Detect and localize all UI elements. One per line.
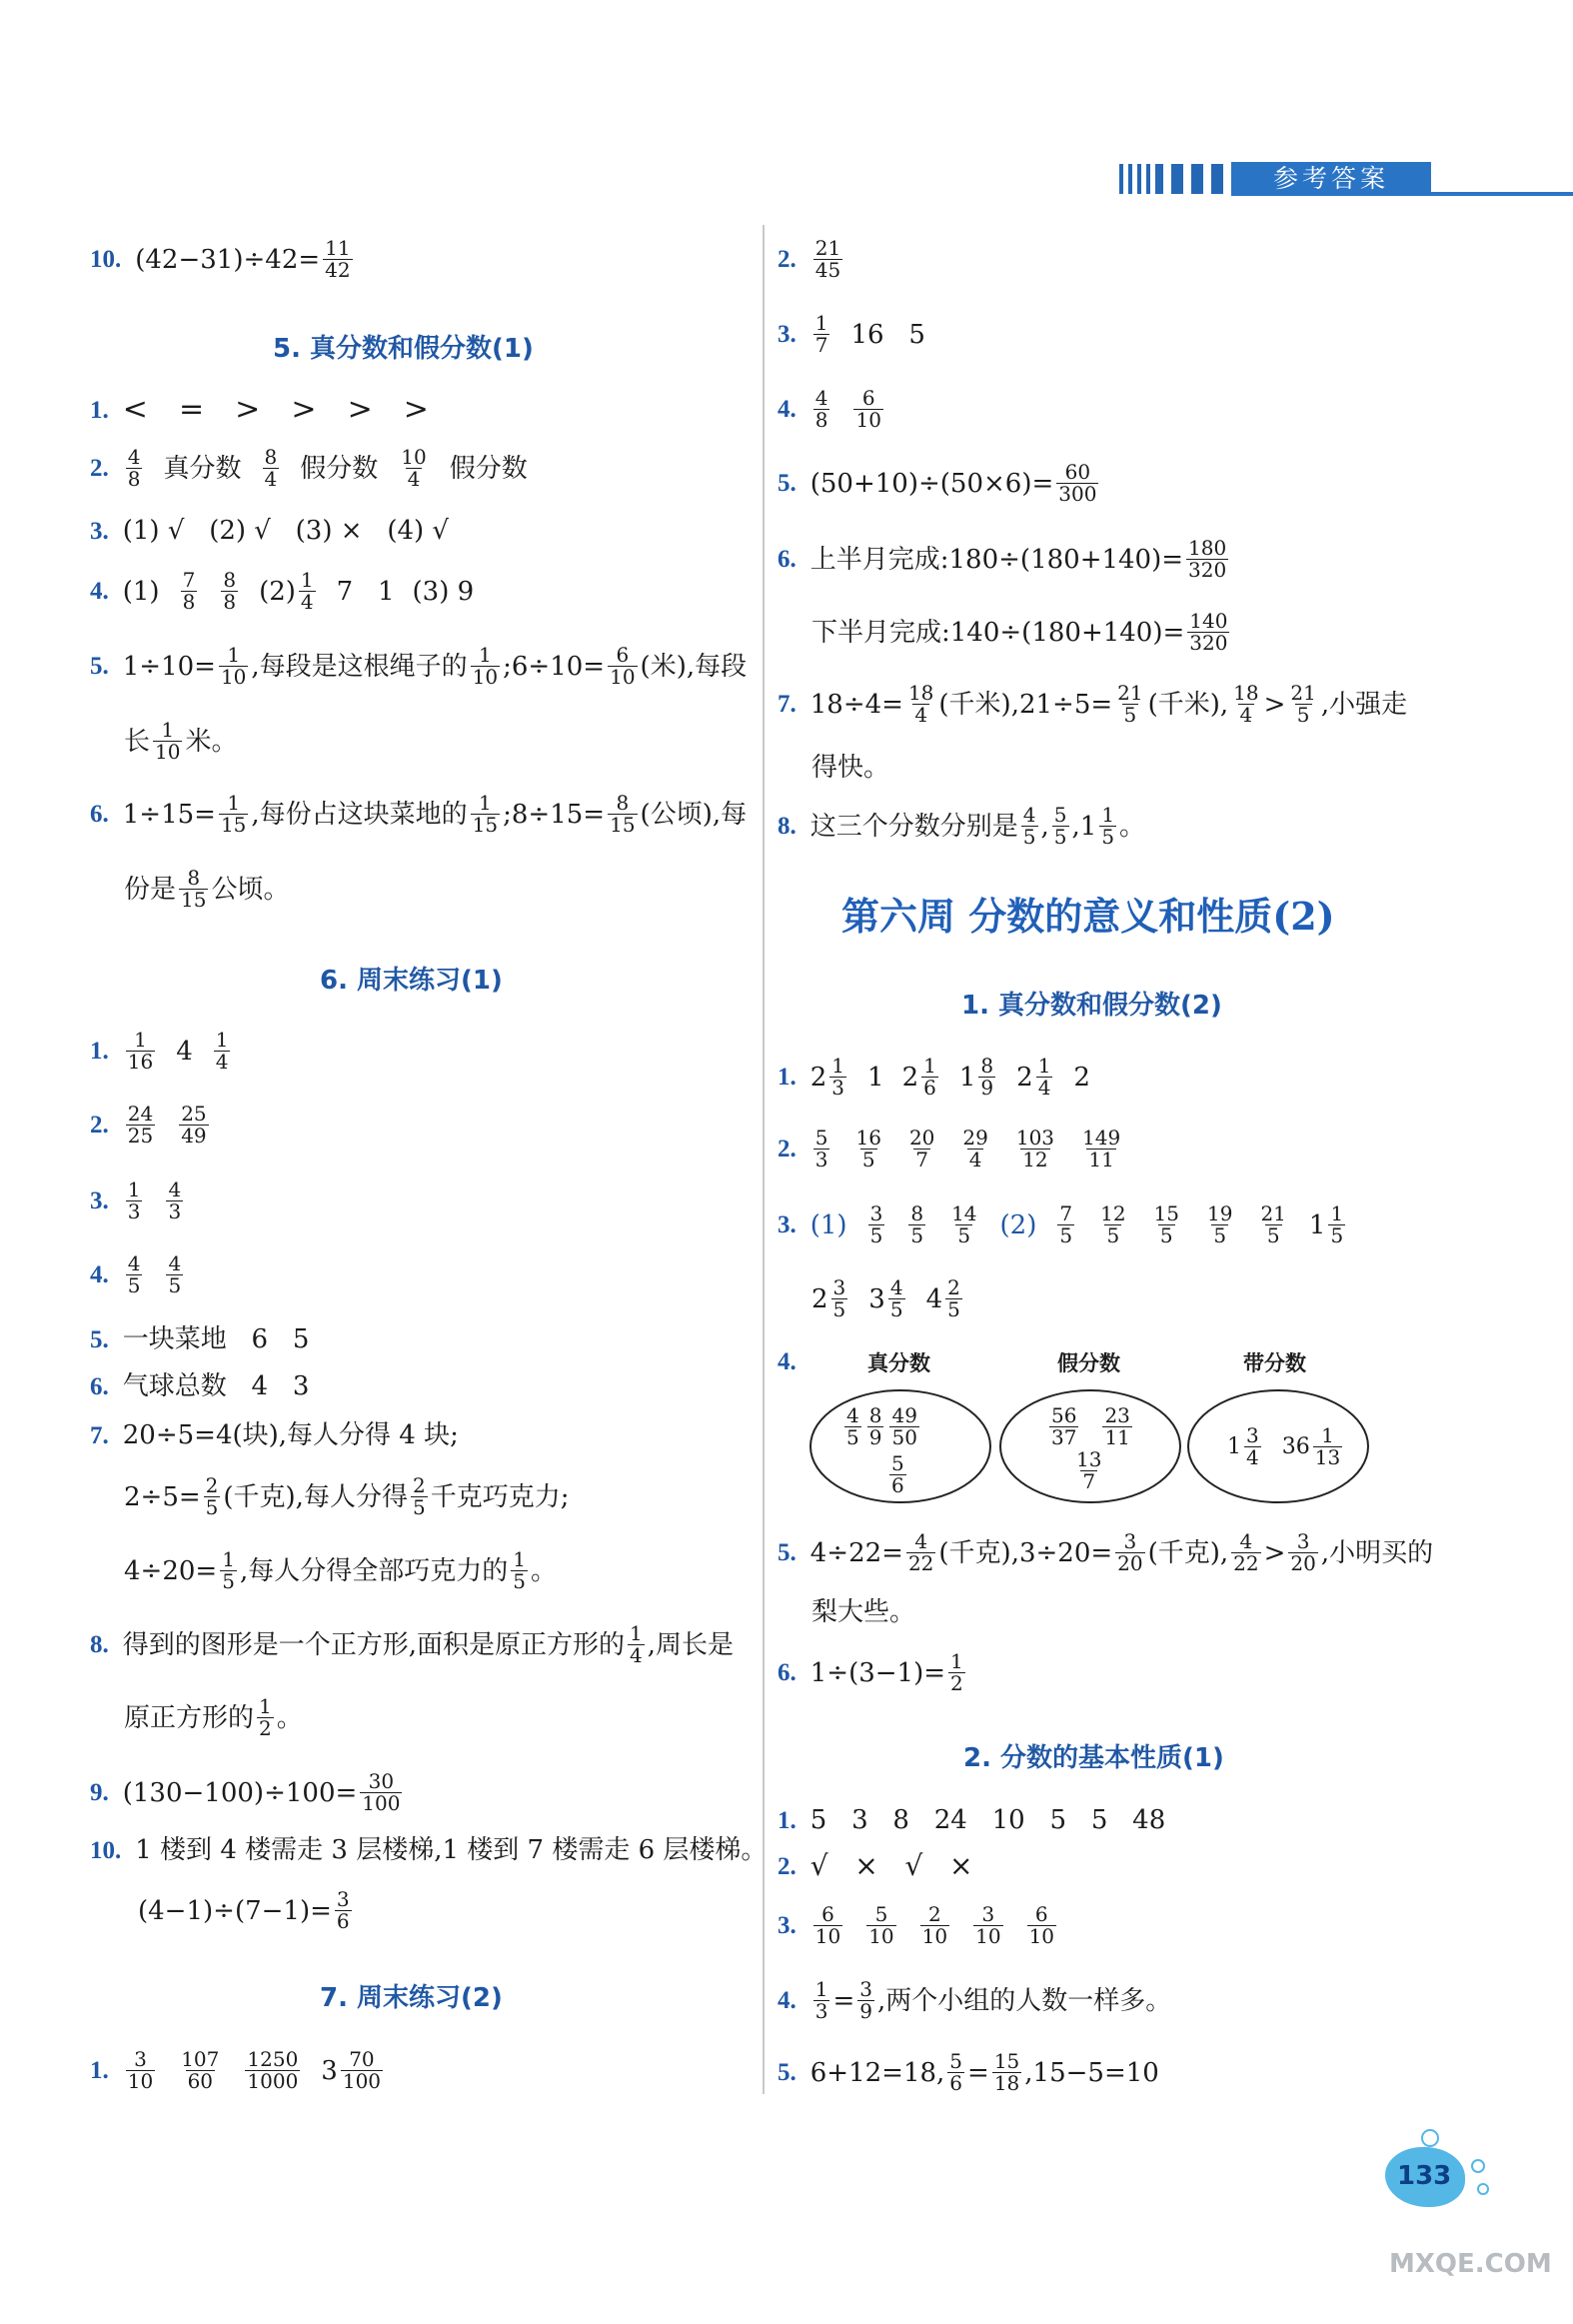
answer-text: 。 <box>276 1702 303 1733</box>
item-number: 3. <box>778 1912 796 1939</box>
fraction: $\frac{1}{2}$ <box>259 1694 272 1740</box>
fraction: $\frac{1}{10}$ <box>220 643 247 689</box>
item-number: 5. <box>90 1325 109 1353</box>
fraction: $\frac{21}{5}$ <box>1260 1201 1286 1247</box>
fraction: $\frac{10}{4}$ <box>401 445 427 491</box>
header-stripe <box>1211 164 1223 194</box>
fraction: $\frac{1}{5}$ <box>222 1547 235 1593</box>
fraction: $\frac{1}{10}$ <box>472 643 499 689</box>
fraction: $\frac{1}{7}$ <box>814 311 828 357</box>
answer-text: (42−31)÷42= <box>135 244 321 275</box>
answer-1 <box>90 1030 233 1073</box>
fraction: $\frac{4}{5}$ <box>1022 803 1036 849</box>
fraction: $\frac{1}{4}$ <box>300 568 314 614</box>
item-number: 1. <box>778 1806 796 1834</box>
ellipse-label: 带分数 <box>1243 1351 1306 1375</box>
answer-text: 1 <box>867 1062 884 1093</box>
answer-text: 气球总数 4 3 <box>122 1371 310 1401</box>
page-number-badge <box>1385 2139 1485 2209</box>
answer-5-line2 <box>124 720 237 763</box>
answer-5 <box>90 1326 309 1352</box>
answer-3 <box>778 313 925 356</box>
answer-7-line3 <box>124 1549 557 1592</box>
answer-text: (1) <box>809 1209 847 1240</box>
answer-5 <box>778 1531 1433 1574</box>
answer-text: 1÷(3−1)= <box>809 1657 946 1688</box>
answer-text: 3 <box>868 1283 885 1314</box>
answer-text: 长 <box>124 726 151 757</box>
answer-text: 2÷5= <box>124 1481 201 1512</box>
answer-3-line2 <box>811 1277 965 1320</box>
answer-5 <box>778 462 1101 505</box>
item-number: 3. <box>778 321 796 348</box>
bubble <box>1477 2183 1489 2195</box>
header-bar <box>1119 162 1573 200</box>
fraction: $\frac{8}{5}$ <box>910 1201 924 1247</box>
answer-text: (2) <box>259 576 296 607</box>
item-number: 3. <box>778 1211 796 1238</box>
fraction: $\frac{20}{7}$ <box>908 1126 935 1171</box>
answer-4 <box>90 1253 186 1296</box>
answer-text: (千克),每人分得 <box>223 1481 408 1512</box>
fraction: $\frac{14}{5}$ <box>951 1201 977 1247</box>
answer-text: 1÷10= <box>122 651 216 682</box>
fraction: $\frac{16}{5}$ <box>855 1126 881 1171</box>
fraction: $\frac{2}{5}$ <box>412 1473 426 1519</box>
fraction: $\frac{1}{4}$ <box>1037 1054 1051 1100</box>
fraction: $\frac{5}{3}$ <box>814 1126 828 1171</box>
answer-text: 得到的图形是一个正方形,面积是原正方形的 <box>122 1629 626 1660</box>
fraction: $\frac{149}{11}$ <box>1082 1126 1121 1171</box>
answer-6 <box>90 793 747 836</box>
fraction: $\frac{29}{4}$ <box>962 1126 988 1171</box>
answer-text: 。 <box>1119 811 1146 842</box>
answer-text: 。 <box>530 1555 557 1586</box>
header-stripe <box>1128 164 1132 194</box>
fraction: $\frac{4}{5}$ <box>889 1275 903 1321</box>
fraction: $\frac{60}{300}$ <box>1058 460 1097 506</box>
answer-8 <box>90 1623 734 1666</box>
fraction: $\frac{3}{5}$ <box>832 1275 846 1321</box>
header-stripe <box>1155 164 1163 194</box>
answer-7-line2 <box>811 755 889 781</box>
answer-text: 4÷20= <box>124 1555 218 1586</box>
item-number: 3. <box>90 1187 109 1214</box>
answer-text: 1÷15= <box>122 799 216 830</box>
ellipse-label: 假分数 <box>1057 1351 1120 1375</box>
answer-3 <box>90 518 449 544</box>
answer-text: (公顷),每 <box>640 799 748 830</box>
answer-3 <box>778 1203 1348 1246</box>
fraction: $\frac{8}{15}$ <box>181 866 207 912</box>
answer-text: 梨大些。 <box>811 1597 916 1627</box>
item-number: 9. <box>90 1779 109 1806</box>
answer-9 <box>90 1771 405 1814</box>
section-title: 6. 周末练习(1) <box>320 966 503 996</box>
fraction: $\frac{8}{9}$ <box>980 1054 994 1100</box>
page-number: 133 <box>1397 2161 1452 2191</box>
fraction: $\frac{5}{6}$ <box>891 1451 904 1497</box>
answer-6-line2 <box>124 868 289 911</box>
fraction: $\frac{2}{5}$ <box>947 1275 960 1321</box>
answer-text: 6+12=18, <box>809 2057 945 2088</box>
answer-5 <box>778 2051 1159 2094</box>
answer-6 <box>778 538 1231 581</box>
answer-text: (千米),21÷5= <box>938 689 1113 720</box>
item-number: 4. <box>90 1261 109 1288</box>
fraction: $\frac{5}{6}$ <box>949 2049 963 2095</box>
answer-text: 1 <box>958 1062 976 1093</box>
fraction: $\frac{6}{10}$ <box>814 1902 841 1948</box>
header-rule <box>1431 192 1573 196</box>
answer-1 <box>90 392 433 427</box>
answer-7-line2 <box>124 1475 569 1518</box>
item-number: 10. <box>90 246 122 273</box>
item-number: 4. <box>778 1987 796 2014</box>
answer-text: ,每段是这根绳子的 <box>251 651 468 682</box>
answer-text: (米),每段 <box>640 651 748 682</box>
answer-text: (4−1)÷(7−1)= <box>138 1895 332 1926</box>
fraction: $\frac{1}{10}$ <box>155 718 181 764</box>
fraction: $\frac{1}{15}$ <box>220 791 247 837</box>
answer-4 <box>90 570 474 613</box>
fraction: $\frac{6}{10}$ <box>855 386 881 432</box>
answer-text: ,小明买的 <box>1320 1537 1434 1568</box>
fraction: $\frac{3}{5}$ <box>869 1201 883 1247</box>
mixed-number-ellipse <box>1187 1389 1369 1503</box>
answer-text: = <box>967 2057 989 2088</box>
answer-text: 假分数 <box>449 453 528 484</box>
fraction: $\frac{4}{8}$ <box>814 386 828 432</box>
item-number: 5. <box>778 2059 796 2086</box>
bubble <box>1421 2129 1439 2147</box>
answer-text: 千克巧克力; <box>430 1481 570 1512</box>
answer-text: 1 <box>1308 1209 1326 1240</box>
item-number: 2. <box>778 1852 796 1880</box>
answer-text: 2 <box>811 1283 828 1314</box>
section-title: 7. 周末练习(2) <box>320 1983 503 2013</box>
answer-4 <box>778 388 886 431</box>
fraction: $\frac{5}{10}$ <box>868 1902 894 1948</box>
answer-text: ,每人分得全部巧克力的 <box>239 1555 509 1586</box>
answer-1 <box>90 2049 386 2092</box>
answer-4 <box>778 1979 1171 2022</box>
answer-2 <box>90 447 528 490</box>
answer-8 <box>778 805 1145 848</box>
fraction: $\frac{1}{4}$ <box>215 1028 229 1074</box>
answer-3 <box>90 1179 186 1222</box>
answer-10 <box>90 1837 767 1863</box>
answer-text: 公顷。 <box>211 874 290 905</box>
fraction: $\frac{1}{3}$ <box>831 1054 845 1100</box>
answer-text: 16 5 <box>850 319 925 350</box>
watermark: MXQE.COM <box>1389 2249 1552 2279</box>
answer-text: 4 <box>925 1283 943 1314</box>
answer-text: 3 <box>321 2055 338 2086</box>
answer-8-line2 <box>124 1696 303 1739</box>
answer-3 <box>778 1904 1059 1947</box>
fraction: $\frac{1}{15}$ <box>472 791 499 837</box>
answer-text: (50+10)÷(50×6)= <box>809 468 1054 499</box>
answer-2 <box>778 1849 973 1882</box>
answer-text: 真分数 <box>163 453 242 484</box>
fraction: $\frac{8}{15}$ <box>610 791 636 837</box>
item-number: 1. <box>90 2057 109 2084</box>
answer-text: (千克),3÷20= <box>938 1537 1113 1568</box>
answer-text: 份是 <box>124 874 177 905</box>
answer-text: ,1 <box>1071 811 1097 842</box>
item-number: 2. <box>778 246 796 273</box>
item-number: 2. <box>90 455 109 482</box>
answer-text: 18÷4= <box>809 689 903 720</box>
answer-text: (千米), <box>1147 689 1229 720</box>
answer-2 <box>90 1104 212 1147</box>
fraction: $\frac{15}{5}$ <box>1153 1201 1179 1247</box>
answer-text: ,两个小组的人数一样多。 <box>877 1985 1172 2016</box>
fraction: $\frac{3}{6}$ <box>336 1887 350 1933</box>
answer-text: 36 <box>1281 1434 1310 1459</box>
answer-text: 2 <box>809 1062 827 1093</box>
answer-text: 2 <box>1073 1062 1090 1093</box>
fraction: $\frac{6}{10}$ <box>1028 1902 1055 1948</box>
answer-7 <box>90 1422 459 1448</box>
item-number: 8. <box>90 1631 109 1658</box>
answer-text: 这三个分数分别是 <box>809 811 1018 842</box>
header-stripe <box>1119 164 1123 194</box>
answer-text: 2 <box>1016 1062 1033 1093</box>
answer-5 <box>90 645 747 688</box>
answer-text: = <box>832 1985 855 2016</box>
fraction: $\frac{3}{9}$ <box>859 1977 873 2023</box>
answer-text: > <box>1263 1537 1286 1568</box>
answer-text: 上半月完成:180÷(180+140)= <box>809 544 1184 575</box>
answer-text: 4÷22= <box>809 1537 903 1568</box>
fraction: $\frac{30}{100}$ <box>362 1769 401 1815</box>
item-number: 4. <box>778 1348 796 1375</box>
header-stripe <box>1137 164 1141 194</box>
fraction: $\frac{3}{10}$ <box>127 2047 154 2093</box>
column-divider <box>763 225 765 2094</box>
fraction: $\frac{1}{3}$ <box>127 1177 141 1223</box>
fraction: $\frac{4}{5}$ <box>127 1251 141 1297</box>
fraction: $\frac{3}{10}$ <box>975 1902 1001 1948</box>
item-number: 10. <box>90 1836 122 1864</box>
fraction: $\frac{4}{5}$ <box>168 1251 182 1297</box>
fraction: $\frac{1}{2}$ <box>950 1649 963 1695</box>
fraction: $\frac{4}{22}$ <box>1233 1529 1259 1575</box>
item-number: 1. <box>90 396 109 424</box>
answer-text: (1) √ (2) √ (3) × (4) √ <box>122 516 449 546</box>
answer-text: ,周长是 <box>647 1629 735 1660</box>
fraction: $\frac{1}{5}$ <box>1101 803 1115 849</box>
item-number: 7. <box>778 691 796 718</box>
fraction: $\frac{3}{20}$ <box>1117 1529 1143 1575</box>
header-stripe <box>1146 164 1150 194</box>
chapter-title: 第六周 分数的意义和性质(2) <box>841 894 1335 939</box>
fraction: $\frac{4}{5}$ <box>846 1403 859 1449</box>
answer-6-line2 <box>811 611 1232 654</box>
fraction: $\frac{25}{49}$ <box>181 1102 207 1148</box>
item-number: 6. <box>778 1659 796 1686</box>
item-number: 1. <box>90 1038 109 1065</box>
answer-text: 1 <box>1227 1434 1241 1459</box>
fraction: $\frac{11}{42}$ <box>325 236 351 282</box>
fraction: $\frac{1250}{1000}$ <box>247 2047 299 2093</box>
fraction: $\frac{1}{6}$ <box>923 1054 936 1100</box>
fraction: $\frac{1}{3}$ <box>814 1977 828 2023</box>
fraction: $\frac{7}{5}$ <box>1059 1201 1073 1247</box>
item-number: 5. <box>778 470 796 497</box>
answer-text: (1) <box>122 576 160 607</box>
fraction: $\frac{1}{5}$ <box>513 1547 526 1593</box>
fraction: $\frac{18}{4}$ <box>907 681 934 727</box>
fraction: $\frac{24}{25}$ <box>127 1102 154 1148</box>
item-number: 6. <box>90 1372 109 1400</box>
section-title: 5. 真分数和假分数(1) <box>273 334 534 364</box>
item-number: 6. <box>778 546 796 573</box>
answer-text: 假分数 <box>300 453 379 484</box>
fraction: $\frac{56}{37}$ <box>1051 1403 1077 1449</box>
fraction: $\frac{15}{18}$ <box>993 2049 1020 2095</box>
answer-4 <box>778 1349 810 1374</box>
fraction: $\frac{8}{4}$ <box>264 445 278 491</box>
answer-text: 1 楼到 4 楼需走 3 层楼梯,1 楼到 7 楼需走 6 层楼梯。 <box>135 1835 768 1865</box>
answer-text: 2 <box>901 1062 919 1093</box>
answer-text: 20÷5=4(块),每人分得 4 块; <box>122 1420 459 1450</box>
fraction: $\frac{180}{320}$ <box>1188 536 1227 582</box>
fraction: $\frac{70}{100}$ <box>342 2047 382 2093</box>
header-stripe <box>1171 164 1183 194</box>
fraction: $\frac{21}{5}$ <box>1117 681 1143 727</box>
item-number: 5. <box>778 1539 796 1566</box>
fraction: $\frac{49}{50}$ <box>891 1403 917 1449</box>
answer-text: < = > > > > <box>122 392 433 427</box>
fraction: $\frac{103}{12}$ <box>1015 1126 1055 1171</box>
answer-text: 下半月完成:140÷(180+140)= <box>811 617 1185 648</box>
answer-text: 7 1 <box>336 576 395 607</box>
item-number: 4. <box>90 578 109 605</box>
answer-text: 一块菜地 6 5 <box>122 1324 310 1354</box>
answer-text: ;6÷10= <box>503 651 606 682</box>
item-number: 7. <box>90 1421 109 1449</box>
answer-7 <box>778 683 1407 726</box>
answer-text: (千克), <box>1147 1537 1229 1568</box>
answer-text: , <box>1040 811 1049 842</box>
header-stripe <box>1191 164 1203 194</box>
answer-text: ,每份占这块菜地的 <box>251 799 468 830</box>
fraction: $\frac{6}{10}$ <box>610 643 636 689</box>
answer-text: 原正方形的 <box>124 1702 255 1733</box>
fraction: $\frac{7}{8}$ <box>182 568 196 614</box>
item-number: 4. <box>778 396 796 423</box>
answer-text: 5 3 8 24 10 5 5 48 <box>809 1805 1166 1835</box>
fraction: $\frac{4}{3}$ <box>168 1177 182 1223</box>
proper-fraction-ellipse <box>809 1389 991 1503</box>
fraction: $\frac{1}{16}$ <box>127 1028 154 1074</box>
answer-text: ,小强走 <box>1320 689 1408 720</box>
answer-2 <box>778 238 845 281</box>
fraction: $\frac{8}{8}$ <box>223 568 237 614</box>
answer-text: (2) <box>999 1209 1037 1240</box>
answer-text: √ × √ × <box>809 1849 973 1882</box>
answer-6 <box>90 1373 309 1399</box>
item-number: 6. <box>90 801 109 828</box>
fraction: $\frac{2}{5}$ <box>205 1473 219 1519</box>
item-number: 8. <box>778 813 796 840</box>
answer-10-line2 <box>138 1889 355 1932</box>
fraction: $\frac{1}{13}$ <box>1314 1423 1341 1469</box>
fraction: $\frac{3}{20}$ <box>1290 1529 1316 1575</box>
answer-text: 得快。 <box>811 753 890 783</box>
item-number: 2. <box>90 1112 109 1139</box>
fraction: $\frac{140}{320}$ <box>1189 609 1228 655</box>
fraction: $\frac{1}{5}$ <box>1330 1201 1344 1247</box>
answer-6 <box>778 1651 968 1694</box>
fraction: $\frac{23}{11}$ <box>1104 1403 1130 1449</box>
answer-text: 4 <box>176 1036 193 1067</box>
answer-10 <box>90 238 356 281</box>
item-number: 3. <box>90 517 109 545</box>
fraction: $\frac{107}{60}$ <box>181 2047 220 2093</box>
section-title: 1. 真分数和假分数(2) <box>961 991 1222 1021</box>
fraction: $\frac{12}{5}$ <box>1100 1201 1126 1247</box>
answer-text: ;8÷15= <box>503 799 606 830</box>
fraction: $\frac{19}{5}$ <box>1207 1201 1233 1247</box>
answer-1 <box>778 1807 1165 1833</box>
item-number: 5. <box>90 653 109 680</box>
answer-text: 米。 <box>185 726 238 757</box>
answer-5-line2 <box>811 1599 915 1625</box>
answer-1 <box>778 1056 1090 1099</box>
fraction: $\frac{21}{5}$ <box>1290 681 1316 727</box>
fraction: $\frac{8}{9}$ <box>868 1403 882 1449</box>
section-title: 2. 分数的基本性质(1) <box>963 1743 1224 1773</box>
answer-text: (130−100)÷100= <box>122 1777 358 1808</box>
item-number: 1. <box>778 1064 796 1091</box>
fraction: $\frac{3}{4}$ <box>1246 1423 1259 1469</box>
item-number: 2. <box>778 1136 796 1162</box>
fraction: $\frac{4}{22}$ <box>907 1529 934 1575</box>
answer-text: (3) 9 <box>412 576 475 607</box>
ellipse-label: 真分数 <box>867 1351 930 1375</box>
answer-text: > <box>1263 689 1286 720</box>
header-label: 参考答案 <box>1231 162 1431 196</box>
bubble <box>1471 2159 1485 2173</box>
fraction: $\frac{13}{7}$ <box>1076 1447 1102 1493</box>
fraction: $\frac{4}{8}$ <box>127 445 141 491</box>
fraction: $\frac{2}{10}$ <box>921 1902 948 1948</box>
answer-text: ,15−5=10 <box>1024 2057 1159 2088</box>
answer-2 <box>778 1128 1125 1170</box>
improper-fraction-ellipse <box>999 1389 1181 1503</box>
fraction: $\frac{5}{5}$ <box>1053 803 1067 849</box>
fraction: $\frac{18}{4}$ <box>1233 681 1259 727</box>
fraction: $\frac{1}{4}$ <box>630 1621 643 1667</box>
fraction: $\frac{21}{45}$ <box>814 236 841 282</box>
